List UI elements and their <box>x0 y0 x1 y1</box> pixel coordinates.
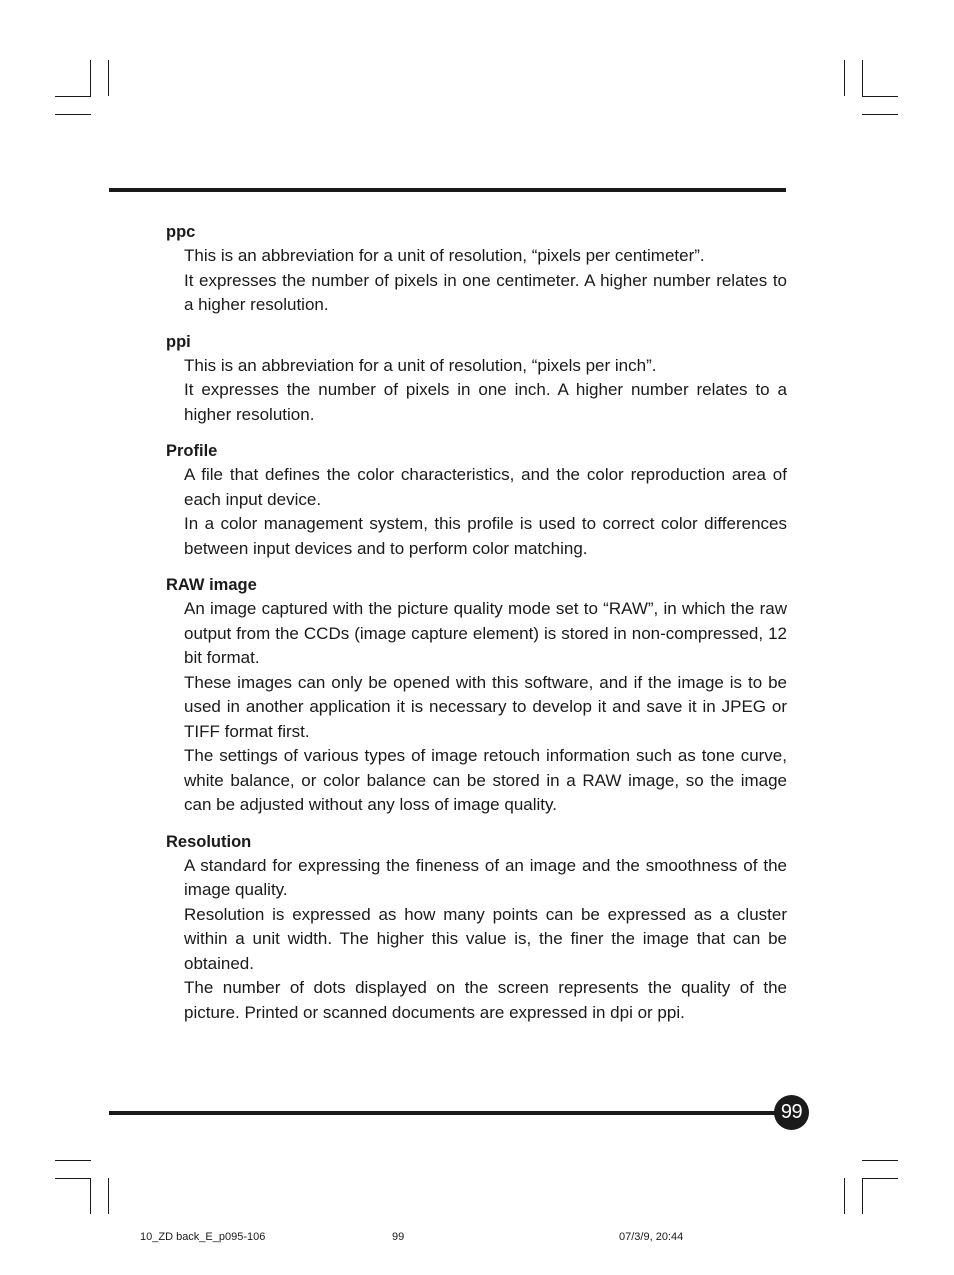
crop-mark <box>108 60 109 96</box>
glossary-term: Resolution <box>166 832 252 851</box>
crop-mark <box>55 96 91 97</box>
crop-mark <box>108 1178 109 1214</box>
glossary-definition: These images can only be opened with this software, and if the image is to be used in another application it is necessary to develop it and save it in JPEG or TIFF format first. <box>184 672 787 741</box>
glossary-term: RAW image <box>166 576 257 594</box>
glossary-entry-raw-image <box>166 571 787 818</box>
glossary-term: ppc <box>166 223 196 241</box>
glossary-definition: It expresses the number of pixels in one inch. A higher number relates to a higher resolution. <box>184 380 787 424</box>
header-rule <box>109 188 786 192</box>
glossary-definition: The number of dots displayed on the screen represents the quality of the picture. Printed or scanned documents are expressed in dpi or ppi. <box>184 978 787 1022</box>
crop-mark <box>862 114 898 115</box>
glossary-definition: A file that defines the color characteristics, and the color reproduction area of each input device. <box>184 465 787 509</box>
crop-mark <box>90 60 91 96</box>
glossary-entry-resolution <box>166 828 787 1026</box>
glossary-list <box>166 218 787 1025</box>
glossary-definition: Resolution is expressed as how many points can be expressed as a cluster within a unit width. The higher this value is, the finer the image that can be obtained. <box>184 904 787 973</box>
glossary-definition: A standard for expressing the fineness of an image and the smoothness of the image quality. <box>184 855 787 899</box>
glossary-term: Profile <box>166 442 218 460</box>
glossary-definition: In a color management system, this profile is used to correct color differences between input devices and to perform color matching. <box>184 514 787 558</box>
crop-mark <box>844 1178 845 1214</box>
glossary-entry-ppc <box>166 218 787 318</box>
glossary-definition: An image captured with the picture quality mode set to “RAW”, in which the raw output from the CCDs (image capture element) is stored in non-compressed, 12 bit format. <box>184 599 787 667</box>
footer-timestamp: 07/3/9, 20:44 <box>619 1231 684 1243</box>
crop-mark <box>862 96 898 97</box>
glossary-entry-profile <box>166 437 787 561</box>
crop-mark <box>55 1178 91 1179</box>
crop-mark <box>862 1178 863 1214</box>
glossary-definition: It expresses the number of pixels in one centimeter. A higher number relates to a higher resolution. <box>184 270 787 314</box>
crop-mark <box>90 1178 91 1214</box>
crop-mark <box>55 114 91 115</box>
footer-page: 99 <box>392 1231 405 1243</box>
footer-rule <box>109 1111 779 1115</box>
crop-mark <box>55 1160 91 1161</box>
crop-mark <box>844 60 845 96</box>
glossary-definition: This is an abbreviation for a unit of resolution, “pixels per centimeter”. <box>184 246 705 265</box>
glossary-entry-ppi <box>166 328 787 428</box>
glossary-definition: This is an abbreviation for a unit of resolution, “pixels per inch”. <box>184 355 657 375</box>
page-number-badge: 99 <box>774 1095 809 1130</box>
crop-mark <box>862 1178 898 1179</box>
glossary-term: ppi <box>166 332 191 351</box>
glossary-definition: The settings of various types of image retouch information such as tone curve, white balance, or color balance can be stored in a RAW image, so the image can be adjusted without any loss of image quality. <box>184 746 787 814</box>
crop-mark <box>862 1160 898 1161</box>
crop-mark <box>862 60 863 96</box>
footer-filename: 10_ZD back_E_p095-106 <box>140 1231 266 1243</box>
